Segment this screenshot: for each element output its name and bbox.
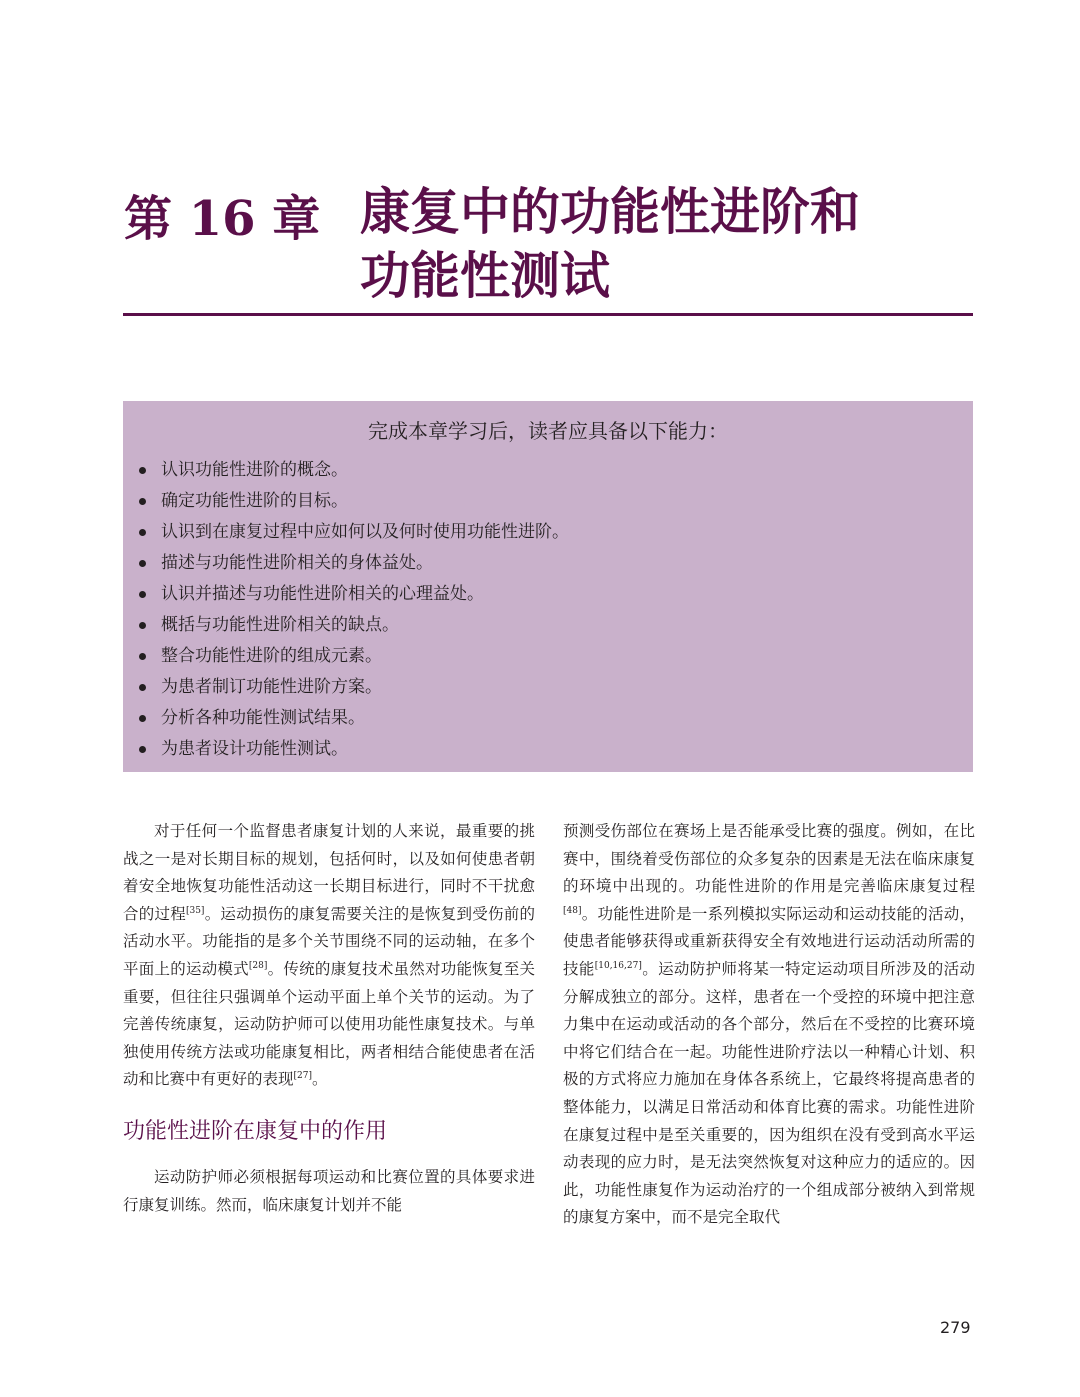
citation: [27]	[293, 1071, 312, 1082]
body-paragraph: 运动防护师必须根据每项运动和比赛位置的具体要求进行康复训练。然而，临床康复计划并不能	[123, 1167, 535, 1214]
bullet-icon	[139, 591, 146, 598]
body-paragraph: 对于任何一个监督患者康复计划的人来说，最重要的挑战之一是对长期目标的规划，包括何时，以及如何使患者朝着安全地恢复功能性活动这一长期目标进行，同时不干扰愈合的过程[35]。运动损伤的康复需要关注的是恢复到受伤前的活动水平。功能指的是多个关节围绕不同的运动轴，在多个平面上的运动模式[28]。传统的康复技术虽然对功能恢复至关重要，但往往只强调单个运动平面上单个关节的运动。为了完善传统康复，运动防护师可以使用功能性康复技术。与单独使用传统方法或功能康复相比，两者相结合能使患者在活动和比赛中有更好的表现[27]。	[123, 822, 535, 1089]
bullet-icon	[139, 746, 146, 753]
objective-item: 确定功能性进阶的目标。	[139, 486, 569, 517]
bullet-icon	[139, 653, 146, 660]
learning-objectives-box	[123, 401, 973, 772]
objective-item: 为患者制订功能性进阶方案。	[139, 672, 569, 703]
objective-item: 认识并描述与功能性进阶相关的心理益处。	[139, 579, 569, 610]
section-heading: 功能性进阶在康复中的作用	[123, 1118, 388, 1144]
objective-item: 分析各种功能性测试结果。	[139, 703, 569, 734]
chapter-title-line-2: 功能性测试	[360, 247, 610, 305]
chapter-number: 第 16 章	[124, 191, 321, 247]
objective-item: 认识到在康复过程中应如何以及何时使用功能性进阶。	[139, 517, 569, 548]
bullet-icon	[139, 715, 146, 722]
citation: [35]	[185, 905, 205, 916]
citation: [10,16,27]	[594, 960, 642, 971]
chapter-title-line-1: 康复中的功能性进阶和	[360, 183, 860, 241]
objective-item: 概括与功能性进阶相关的缺点。	[139, 610, 569, 641]
body-paragraph: 预测受伤部位在赛场上是否能承受比赛的强度。例如，在比赛中，围绕着受伤部位的众多复杂的因素是无法在临床康复的环境中出现的。功能性进阶的作用是完善临床康复过程[48]。功能性进阶是一系列模拟实际运动和运动技能的活动，使患者能够获得或重新获得安全有效地进行运动活动所需的技能[10,16,27]。运动防护师将某一特定运动项目所涉及的活动分解成独立的部分。这样，患者在一个受控的环境中把注意力集中在运动或活动的各个部分，然后在不受控的比赛环境中将它们结合在一起。功能性进阶疗法以一种精心计划、积极的方式将应力施加在身体各系统上，它最终将提高患者的整体能力，以满足日常活动和体育比赛的需求。功能性进阶在康复过程中是至关重要的，因为组织在没有受到高水平运动表现的应力时，是无法突然恢复对这种应力的适应的。因此，功能性康复作为运动治疗的一个组成部分被纳入到常规的康复方案中，而不是完全取代	[563, 822, 975, 1227]
objective-item: 为患者设计功能性测试。	[139, 734, 569, 765]
bullet-icon	[139, 560, 146, 567]
objective-item: 认识功能性进阶的概念。	[139, 455, 569, 486]
citation: [48]	[563, 905, 582, 916]
chapter-title	[360, 180, 860, 308]
bullet-icon	[139, 622, 146, 629]
bullet-icon	[139, 529, 146, 536]
citation: [28]	[248, 960, 268, 971]
page-number: 279	[940, 1318, 971, 1337]
objectives-heading: 完成本章学习后，读者应具备以下能力：	[368, 419, 728, 443]
objective-item: 整合功能性进阶的组成元素。	[139, 641, 569, 672]
bullet-icon	[139, 684, 146, 691]
title-rule	[123, 313, 973, 316]
bullet-icon	[139, 467, 146, 474]
objective-item: 描述与功能性进阶相关的身体益处。	[139, 548, 569, 579]
left-column	[123, 818, 535, 1219]
right-column	[563, 818, 975, 1232]
objectives-list	[139, 455, 569, 765]
bullet-icon	[139, 498, 146, 505]
